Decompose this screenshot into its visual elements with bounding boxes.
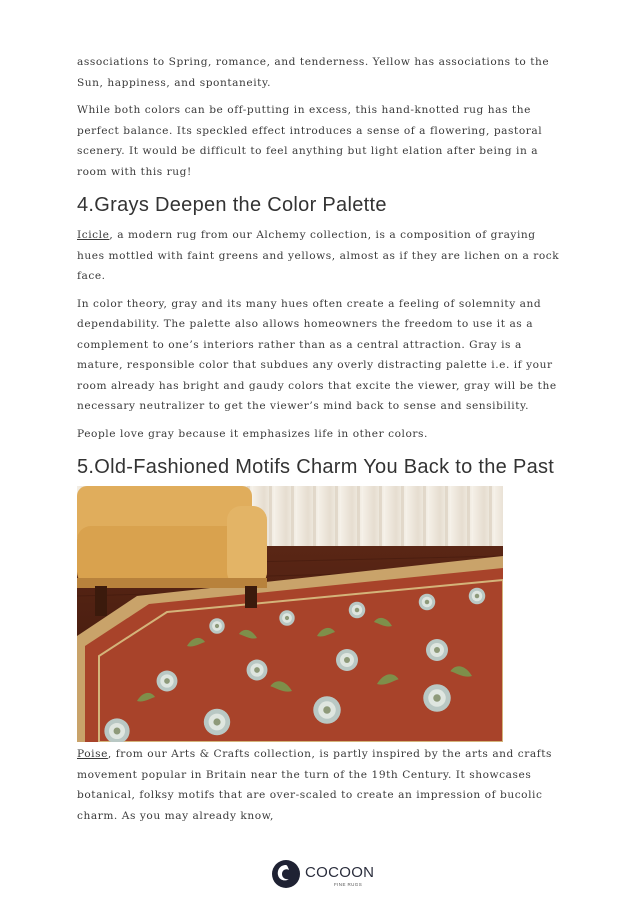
section-4-heading: 4.Grays Deepen the Color Palette [77,194,387,216]
section-5-paragraph-1 [77,744,567,826]
intro-paragraph-1: associations to Spring, romance, and tenderness. Yellow has associations to the Sun, happiness, and spontaneity. [77,56,550,89]
cocoon-logo-icon [272,860,300,888]
rug-photo [77,486,503,742]
section-5-paragraph-1-text: , from our Arts & Crafts collection, is partly inspired by the arts and crafts movement popular in Britain near the turn of the 19th Century. It showcases botanical, folksy motifs that are over-scaled to create an impression of bucolic charm. As you may already know, [77,748,553,822]
intro-paragraph-2: While both colors can be off-putting in excess, this hand-knotted rug has the perfect balance. Its speckled effect introduces a sense of a flowering, pastoral scenery. It would be difficult to feel anything but light elation after being in a room with this rug! [77,104,543,178]
cocoon-logo [272,860,382,892]
poise-link[interactable]: Poise [77,748,108,760]
section-4-paragraph-3: People love gray because it emphasizes life in other colors. [77,427,428,440]
section-5-heading: 5.Old-Fashioned Motifs Charm You Back to the Past [77,456,555,478]
brand-name: COCOON [305,864,375,881]
section-5-body [77,744,567,826]
document-body [77,52,567,487]
icicle-link[interactable]: Icicle [77,229,110,241]
brand-tagline: FINE RUGS [334,882,363,887]
section-4-paragraph-2: In color theory, gray and its many hues often create a feeling of solemnity and dependability. The palette also allows homeowners the freedom to use it as a complement to one’s interiors rather than as a central attraction. Gray is a mature, responsible color that subdues any overly distracting palette i.e. if your room already has bright and gaudy colors that excite the viewer, gray will be the necessary neutralizer to get the viewer’s mind back to sense and sensibility. [77,297,557,412]
section-4-paragraph-1 [77,225,567,287]
section-4-paragraph-1-text: , a modern rug from our Alchemy collection, is a composition of graying hues mottled with faint greens and yellows, almost as if they are lichen on a rock face. [77,229,560,282]
rug-illustration [77,486,503,742]
